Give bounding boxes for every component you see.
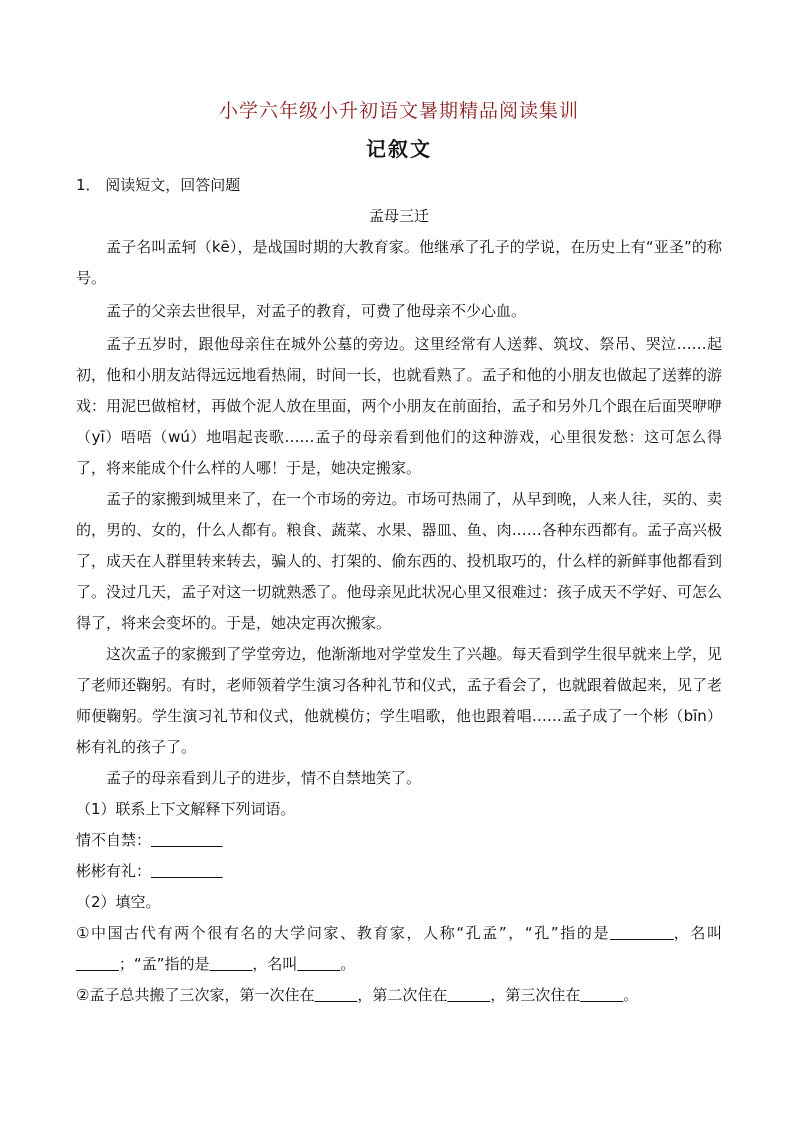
passage-title: 孟母三迁 (368, 207, 429, 225)
vocab-item-2 (76, 856, 722, 887)
answer-blank[interactable] (76, 955, 119, 973)
fill-item-1 (76, 918, 722, 980)
vocab-word-2: 彬彬有礼： (76, 862, 152, 880)
fill-item-2 (76, 980, 722, 1011)
page-content (76, 92, 722, 1011)
answer-blank[interactable] (580, 986, 623, 1004)
passage-paragraph-5: 这次孟子的家搬到了学堂旁边，他渐渐地对学堂发生了兴趣。每天看到学生很早就来上学，见了老师还鞠躬。有时，老师领着学生演习各种礼节和仪式，孟子看会了，也就跟着做起来，见了老师便鞠躬。学生演习礼节和仪式，他就模仿；学生唱歌，他也跟着唱……孟子成了一个彬（bīn）彬有礼的孩子了。 (76, 645, 722, 756)
vocab-word-1: 情不自禁： (76, 831, 152, 849)
passage-paragraph-4: 孟子的家搬到城里来了，在一个市场的旁边。市场可热闹了，从早到晚，人来人往，买的、卖的，男的、女的，什么人都有。粮食、蔬菜、水果、器皿、鱼、肉……各种东西都有。孟子高兴极了，成天在人群里转来转去，骗人的、打架的、偷东西的、投机取巧的，什么样的新鲜事他都看到了。没过几天，孟子对这一切就熟悉了。他母亲见此状况心里又很难过：孩子成天不学好、可怎么得了，将来会变坏的。于是，她决定再次搬家。 (76, 490, 722, 632)
passage-paragraph-1: 孟子名叫孟轲（kē），是战国时期的大教育家。他继承了孔子的学说，在历史上有“亚圣”的称号。 (76, 238, 722, 287)
answer-blank[interactable] (314, 986, 357, 1004)
section-heading: 记叙文 (366, 137, 432, 161)
passage-paragraph-3: 孟子五岁时，跟他母亲住在城外公墓的旁边。这里经常有人送葬、筑坟、祭吊、哭泣……起初，他和小朋友站得远远地看热闹，时间一长，也就看熟了。孟子和他的小朋友也做起了送葬的游戏：用泥巴做棺材，再做个泥人放在里面，两个小朋友在前面抬，孟子和另外几个跟在后面哭咿咿（yī）唔唔（wú）地唱起丧歌……孟子的母亲看到他们的这种游戏，心里很发愁：这可怎么得了，将来能成个什么样的人哪！于是，她决定搬家。 (76, 335, 722, 477)
question-number-label: 1． 阅读短文，回答问题 (76, 176, 241, 194)
answer-blank[interactable] (447, 986, 490, 1004)
fill-text: ①中国古代有两个很有名的大学问家、教育家，人称“孔孟”，“孔”指的是 (76, 924, 611, 942)
fill-text: ②孟子总共搬了三次家，第一次住在 (76, 986, 315, 1004)
fill-text: 。 (340, 955, 356, 973)
passage-paragraph-2: 孟子的父亲去世很早，对孟子的教育，可费了他母亲不少心血。 (106, 302, 527, 320)
answer-blank[interactable] (610, 924, 674, 942)
document-title: 小学六年级小升初语文暑期精品阅读集训 (218, 100, 579, 122)
sub-question-1-label: （1）联系上下文解释下列词语。 (76, 800, 296, 818)
passage-paragraph-6: 孟子的母亲看到儿子的进步，情不自禁地笑了。 (106, 769, 422, 787)
vocab-item-1 (76, 825, 722, 856)
fill-text: ；“孟”指的是 (118, 955, 210, 973)
fill-text: ，第三次住在 (490, 986, 581, 1004)
answer-blank[interactable] (151, 862, 223, 880)
fill-text: ，第二次住在 (357, 986, 448, 1004)
fill-text: ，名叫 (252, 955, 298, 973)
answer-blank[interactable] (209, 955, 252, 973)
answer-blank[interactable] (297, 955, 340, 973)
fill-text: 。 (623, 986, 639, 1004)
fill-text: ，名叫 (673, 924, 722, 942)
answer-blank[interactable] (151, 831, 223, 849)
sub-question-2-label: （2）填空。 (76, 893, 161, 911)
